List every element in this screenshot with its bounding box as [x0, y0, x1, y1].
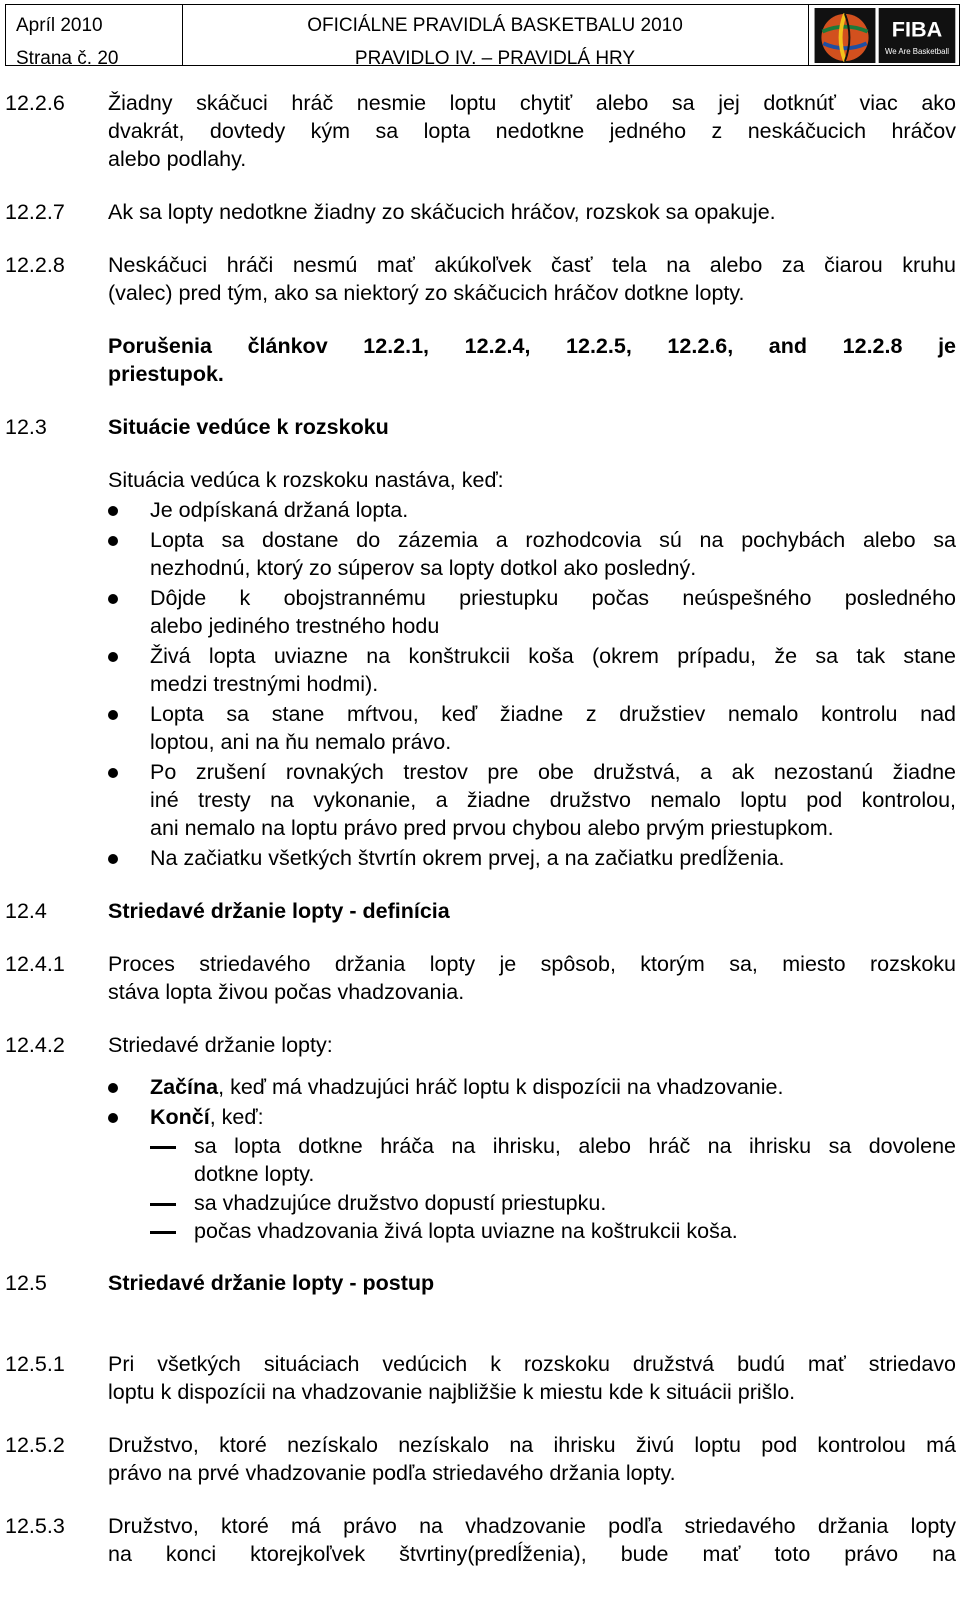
section-number: 12.2.6: [5, 91, 65, 115]
sub-list-item: sa vhadzujúce družstvo dopustí priestupku.: [194, 1191, 607, 1215]
sub-list-item: počas vhadzovania živá lopta uviazne na koštrukcii koša.: [194, 1219, 738, 1243]
section-number: 12.5: [5, 1271, 47, 1295]
paragraph-line: Žiadny skáčuci hráč nesmie loptu chytiť alebo sa jej dotknúť viac ako: [108, 91, 956, 115]
list-item: Na začiatku všetkých štvrtín okrem prvej, a na začiatku predĺženia.: [150, 846, 785, 870]
header-logo-cell: [808, 5, 960, 65]
section-number: 12.5.2: [5, 1433, 65, 1457]
paragraph-line: loptu k dispozícii na vhadzovanie najbližšie k miestu kde k situácii prišlo.: [108, 1380, 796, 1404]
bullet-icon: [108, 506, 118, 516]
bullet-icon: [108, 710, 118, 720]
bullet-icon: [108, 1113, 118, 1123]
dash-icon: [150, 1146, 176, 1149]
paragraph-line: Situácia vedúca k rozskoku nastáva, keď:: [108, 468, 504, 492]
section-heading: Striedavé držanie lopty - definícia: [108, 899, 450, 923]
list-item: medzi trestnými hodmi).: [150, 672, 379, 696]
list-item: loptou, ani na ňu nemalo právo.: [150, 730, 452, 754]
bullet-icon: [108, 594, 118, 604]
section-number: 12.4.2: [5, 1033, 65, 1057]
paragraph-line: dvakrát, dovtedy kým sa lopta nedotkne jedného z neskáčucich hráčov: [108, 119, 956, 143]
paragraph-line: Neskáčuci hráči nesmú mať akúkoľvek časť tela na alebo za čiarou kruhu: [108, 253, 956, 277]
list-item: Živá lopta uviazne na konštrukcii koša (okrem prípadu, že sa tak stane: [150, 644, 956, 668]
sub-list-item: dotkne lopty.: [194, 1162, 315, 1186]
fiba-logo-tagline: We Are Basketball: [885, 47, 949, 57]
fiba-logo-icon: [878, 8, 956, 63]
paragraph-line: na konci ktorejkoľvek štvrtiny(predĺženia), bude mať toto právo na: [108, 1542, 956, 1566]
header-left-cell: [6, 5, 183, 69]
section-number: 12.5.3: [5, 1514, 65, 1538]
list-item: Lopta sa dostane do zázemia a rozhodcovia sú na pochybách alebo sa: [150, 528, 956, 552]
dash-icon: [150, 1231, 176, 1234]
list-item: Dôjde k obojstrannému priestupku počas neúspešného posledného: [150, 586, 956, 610]
fiba-logo-text: FIBA: [891, 16, 943, 42]
paragraph-line: Proces striedavého držania lopty je spôsob, ktorým sa, miesto rozskoku: [108, 952, 956, 976]
bullet-icon: [108, 1083, 118, 1093]
section-number: 12.2.7: [5, 200, 65, 224]
list-item: [150, 1073, 783, 1102]
list-item-text: , keď:: [209, 1105, 264, 1129]
section-number: 12.5.1: [5, 1352, 65, 1376]
list-item: Lopta sa stane mŕtvou, keď žiadne z družstiev nemalo kontrolu nad: [150, 702, 956, 726]
list-item: Je odpískaná držaná lopta.: [150, 498, 409, 522]
paragraph-line: Pri všetkých situáciach vedúcich k rozskoku družstvá budú mať striedavo: [108, 1352, 956, 1376]
section-number: 12.4.1: [5, 952, 65, 976]
section-number: 12.4: [5, 899, 47, 923]
section-heading: Striedavé držanie lopty - postup: [108, 1271, 435, 1295]
section-number: 12.3: [5, 415, 47, 439]
section-number: 12.2.8: [5, 253, 65, 277]
bullet-icon: [108, 768, 118, 778]
bullet-icon: [108, 854, 118, 864]
bullet-icon: [108, 652, 118, 662]
page-header: [5, 4, 960, 69]
bullet-icon: [108, 536, 118, 546]
section-heading: Situácie vedúce k rozskoku: [108, 415, 389, 439]
list-item-bold: Končí: [150, 1105, 210, 1129]
header-title: OFICIÁLNE PRAVIDLÁ BASKETBALU 2010: [307, 15, 683, 36]
list-item: Po zrušení rovnakých trestov pre obe družstvá, a ak nezostanú žiadne: [150, 760, 956, 784]
list-item: [150, 1103, 264, 1132]
paragraph-line: (valec) pred tým, ako sa niektorý zo skáčucich hráčov dotkne lopty.: [108, 281, 745, 305]
paragraph-line: Striedavé držanie lopty:: [108, 1033, 333, 1057]
list-item: iné tresty na vykonanie, a žiadne družstvo nemalo loptu pod kontrolou,: [150, 788, 956, 812]
violation-note: priestupok.: [108, 362, 224, 386]
paragraph-line: Ak sa lopty nedotkne žiadny zo skáčucich hráčov, rozskok sa opakuje.: [108, 200, 776, 224]
header-page-number: Strana č. 20: [16, 48, 119, 69]
list-item: alebo jediného trestného hodu: [150, 614, 440, 638]
basketball-icon: [814, 8, 876, 63]
dash-icon: [150, 1203, 176, 1206]
paragraph-line: alebo podlahy.: [108, 147, 247, 171]
paragraph-line: právo na prvé vhadzovanie podľa striedavého držania lopty.: [108, 1461, 676, 1485]
list-item-text: , keď má vhadzujúci hráč loptu k dispozícii na vhadzovanie.: [218, 1075, 784, 1099]
list-item: ani nemalo na loptu právo pred prvou chybou alebo prvým priestupkom.: [150, 816, 834, 840]
paragraph-line: Družstvo, ktoré má právo na vhadzovanie podľa striedavého držania lopty: [108, 1514, 956, 1538]
paragraph-line: stáva lopta živou počas vhadzovania.: [108, 980, 465, 1004]
header-subtitle: PRAVIDLO IV. – PRAVIDLÁ HRY: [354, 48, 636, 69]
sub-list-item: sa lopta dotkne hráča na ihrisku, alebo hráč na ihrisku sa dovolene: [194, 1134, 956, 1158]
violation-note: Porušenia článkov 12.2.1, 12.2.4, 12.2.5, 12.2.6, and 12.2.8 je: [108, 334, 956, 358]
list-item: nezhodnú, ktorý zo súperov sa lopty dotkol ako posledný.: [150, 556, 697, 580]
header-center-cell: [182, 5, 809, 69]
paragraph-line: Družstvo, ktoré nezískalo nezískalo na ihrisku živú loptu pod kontrolou má: [108, 1433, 956, 1457]
header-date: Apríl 2010: [16, 15, 103, 36]
list-item-bold: Začína: [150, 1075, 219, 1099]
